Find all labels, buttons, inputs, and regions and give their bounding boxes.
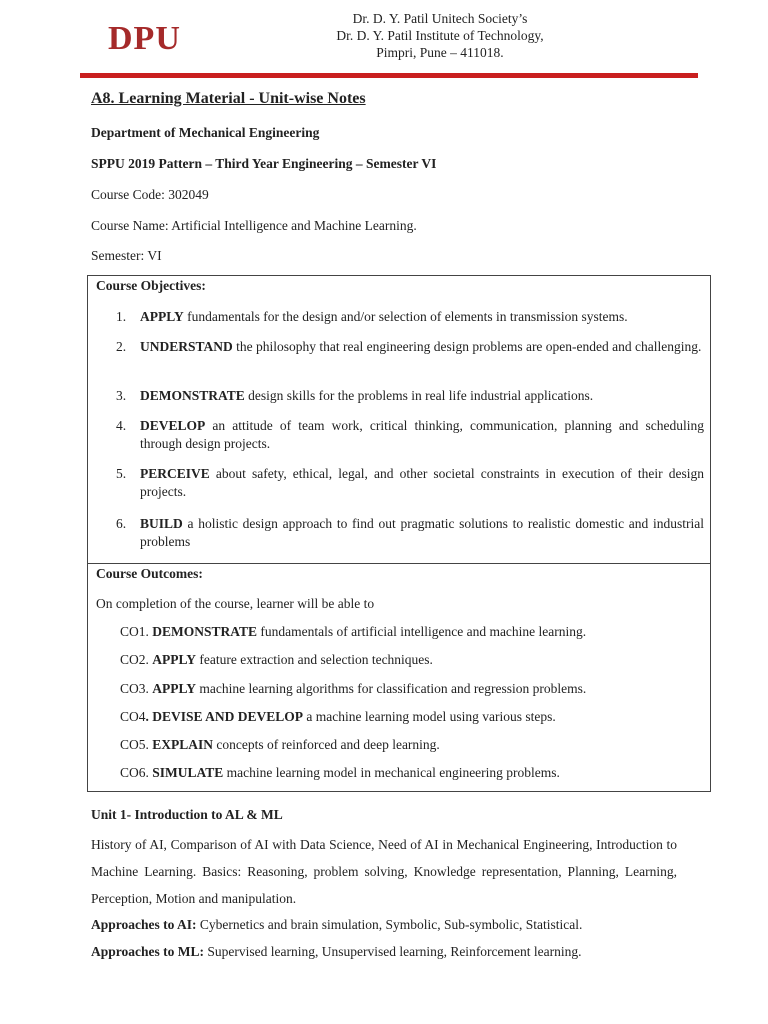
objective-text: about safety, ethical, legal, and other societal constraints in execution of their design projects.: [140, 466, 704, 499]
objectives-box: [87, 275, 711, 564]
objective-item: [116, 515, 704, 551]
approaches-ai-label: Approaches to AI:: [91, 917, 197, 932]
objective-item: [116, 308, 704, 326]
outcome-key: DEMONSTRATE: [152, 624, 258, 639]
outcome-item: [120, 709, 556, 725]
course-code: Course Code: 302049: [91, 187, 209, 202]
objective-key: PERCEIVE: [140, 466, 210, 481]
outcome-text: machine learning algorithms for classification and regression problems.: [196, 681, 587, 696]
objective-text: the philosophy that real engineering design problems are open-ended and challenging.: [232, 339, 702, 354]
inst-line-1: Dr. D. Y. Patil Unitech Society’s: [352, 11, 528, 26]
pattern: SPPU 2019 Pattern – Third Year Engineering – Semester VI: [91, 156, 437, 171]
page-title: A8. Learning Material - Unit-wise Notes: [91, 90, 366, 107]
outcomes-box: [87, 563, 711, 792]
objective-item: [116, 387, 704, 405]
objective-text: fundamentals for the design and/or selection of elements in transmission systems.: [183, 309, 628, 324]
objective-text: design skills for the problems in real life industrial applications.: [244, 388, 594, 403]
objective-key: DEVELOP: [140, 418, 206, 433]
semester: Semester: VI: [91, 248, 162, 263]
objective-text: a holistic design approach to find out pragmatic solutions to realistic domestic and industrial problems: [140, 516, 704, 549]
objective-key: APPLY: [140, 309, 184, 324]
outcome-item: [120, 681, 586, 697]
objective-item: [116, 417, 704, 453]
objective-key: DEMONSTRATE: [140, 388, 245, 403]
outcome-item: [120, 624, 586, 640]
outcome-key: APPLY: [152, 652, 197, 667]
outcomes-heading: Course Outcomes:: [96, 566, 203, 581]
dpu-logo: DPU: [108, 20, 181, 57]
unit1-paragraph: History of AI, Comparison of AI with Data Science, Need of AI in Mechanical Engineering, Introduction to Machine Learning. Basics: Reasoning, problem solving, Knowledge representation, Planning, Learning, Perception, Motion and manipulation.: [91, 837, 677, 906]
objective-item: [116, 465, 704, 501]
outcome-code: CO2.: [120, 652, 153, 667]
outcome-text: a machine learning model using various steps.: [303, 709, 556, 724]
outcome-item: [120, 737, 440, 753]
outcome-key: EXPLAIN: [152, 737, 214, 752]
objective-num: 1.: [116, 309, 127, 324]
outcome-code: CO3.: [120, 681, 153, 696]
objective-key: UNDERSTAND: [140, 339, 233, 354]
objective-num: 5.: [116, 466, 127, 481]
outcome-text: machine learning model in mechanical engineering problems.: [223, 765, 560, 780]
objective-item: [116, 338, 704, 356]
approaches-ml-label: Approaches to ML:: [91, 944, 204, 959]
department: Department of Mechanical Engineering: [91, 125, 320, 140]
objectives-heading: Course Objectives:: [96, 278, 206, 293]
objective-key: BUILD: [140, 516, 183, 531]
approaches-ai-text: Cybernetics and brain simulation, Symbolic, Sub-symbolic, Statistical.: [196, 917, 583, 932]
objective-text: an attitude of team work, critical thinking, communication, planning and scheduling through design projects.: [140, 418, 704, 451]
objective-num: 2.: [116, 339, 127, 354]
inst-line-3: Pimpri, Pune – 411018.: [376, 45, 504, 60]
outcome-code: CO6.: [120, 765, 153, 780]
outcome-key: SIMULATE: [152, 765, 224, 780]
course-name: Course Name: Artificial Intelligence and Machine Learning.: [91, 218, 417, 233]
objective-num: 4.: [116, 418, 127, 433]
outcome-item: [120, 765, 560, 781]
objective-num: 6.: [116, 516, 127, 531]
approaches-ai: [91, 917, 582, 933]
inst-line-2: Dr. D. Y. Patil Institute of Technology,: [336, 28, 544, 43]
outcome-text: fundamentals of artificial intelligence and machine learning.: [257, 624, 587, 639]
approaches-ml-text: Supervised learning, Unsupervised learning, Reinforcement learning.: [204, 944, 582, 959]
outcome-code: CO5.: [120, 737, 153, 752]
outcome-key: APPLY: [152, 681, 197, 696]
unit1-heading: Unit 1- Introduction to AL & ML: [91, 807, 283, 822]
institution-header: [300, 10, 580, 61]
approaches-ml: [91, 944, 582, 960]
header-rule: [80, 73, 698, 78]
outcome-key: . DEVISE AND DEVELOP: [145, 709, 304, 724]
objective-num: 3.: [116, 388, 127, 403]
outcome-text: feature extraction and selection techniques.: [196, 652, 433, 667]
outcome-code: CO1.: [120, 624, 153, 639]
outcome-text: concepts of reinforced and deep learning.: [213, 737, 440, 752]
outcome-item: [120, 652, 433, 668]
outcomes-intro: On completion of the course, learner will be able to: [96, 596, 375, 611]
outcome-code: CO4: [120, 709, 146, 724]
